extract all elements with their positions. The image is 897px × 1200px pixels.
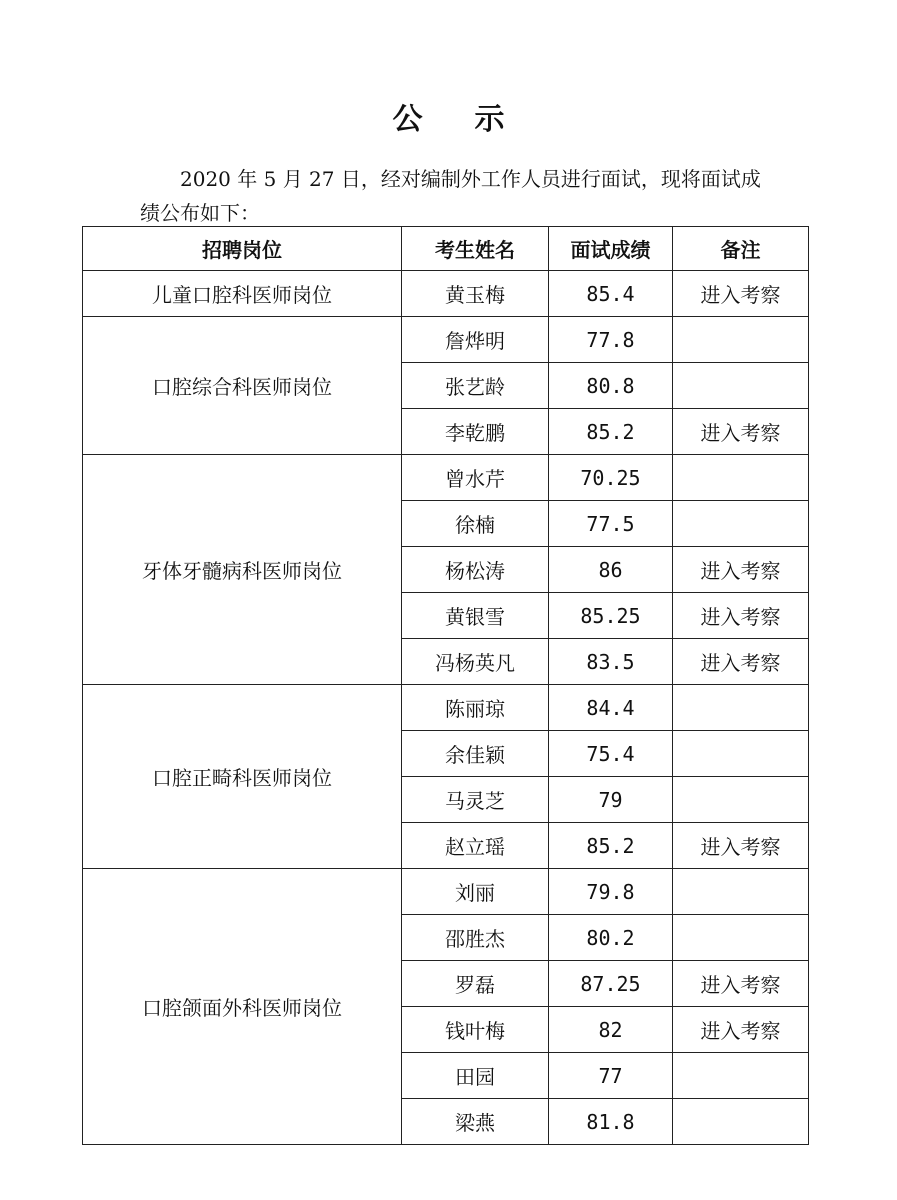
remark-cell <box>673 777 809 823</box>
interview-score-cell: 85.2 <box>549 409 673 455</box>
table-row <box>83 869 809 915</box>
remark-cell <box>673 915 809 961</box>
candidate-name-cell: 余佳颖 <box>402 731 549 777</box>
remark-cell <box>673 1053 809 1099</box>
interview-score-cell: 83.5 <box>549 639 673 685</box>
candidate-name-cell: 钱叶梅 <box>402 1007 549 1053</box>
interview-score-cell: 80.8 <box>549 363 673 409</box>
position-cell: 儿童口腔科医师岗位 <box>83 271 402 317</box>
table-header-row <box>83 227 809 271</box>
candidate-name-cell: 黄玉梅 <box>402 271 549 317</box>
remark-cell: 进入考察 <box>673 961 809 1007</box>
table-row <box>83 685 809 731</box>
remark-cell <box>673 1099 809 1145</box>
candidate-name-cell: 曾水芹 <box>402 455 549 501</box>
interview-score-cell: 70.25 <box>549 455 673 501</box>
position-cell: 牙体牙髓病科医师岗位 <box>83 455 402 685</box>
position-cell: 口腔正畸科医师岗位 <box>83 685 402 869</box>
remark-cell <box>673 317 809 363</box>
interview-score-cell: 80.2 <box>549 915 673 961</box>
candidate-name-cell: 徐楠 <box>402 501 549 547</box>
intro-paragraph <box>140 162 780 230</box>
interview-score-cell: 85.25 <box>549 593 673 639</box>
candidate-name-cell: 梁燕 <box>402 1099 549 1145</box>
position-cell: 口腔综合科医师岗位 <box>83 317 402 455</box>
interview-score-cell: 85.4 <box>549 271 673 317</box>
remark-cell <box>673 455 809 501</box>
remark-cell <box>673 501 809 547</box>
header-position: 招聘岗位 <box>83 227 402 271</box>
interview-score-cell: 77.5 <box>549 501 673 547</box>
interview-score-cell: 87.25 <box>549 961 673 1007</box>
candidate-name-cell: 罗磊 <box>402 961 549 1007</box>
candidate-name-cell: 张艺龄 <box>402 363 549 409</box>
interview-score-cell: 77.8 <box>549 317 673 363</box>
candidate-name-cell: 陈丽琼 <box>402 685 549 731</box>
interview-score-cell: 86 <box>549 547 673 593</box>
intro-text: 2020 年 5 月 27 日，经对编制外工作人员进行面试，现将面试成绩公布如下： <box>140 167 761 225</box>
candidate-name-cell: 冯杨英凡 <box>402 639 549 685</box>
candidate-name-cell: 詹烨明 <box>402 317 549 363</box>
interview-score-cell: 75.4 <box>549 731 673 777</box>
remark-cell <box>673 869 809 915</box>
interview-score-cell: 81.8 <box>549 1099 673 1145</box>
table-row <box>83 317 809 363</box>
interview-score-cell: 79.8 <box>549 869 673 915</box>
candidate-name-cell: 马灵芝 <box>402 777 549 823</box>
header-name: 考生姓名 <box>402 227 549 271</box>
remark-cell: 进入考察 <box>673 409 809 455</box>
remark-cell <box>673 685 809 731</box>
table-body <box>83 271 809 1145</box>
document-title: 公示 <box>392 102 557 137</box>
interview-score-table <box>82 226 809 1145</box>
interview-score-cell: 85.2 <box>549 823 673 869</box>
header-note: 备注 <box>673 227 809 271</box>
interview-score-cell: 82 <box>549 1007 673 1053</box>
remark-cell: 进入考察 <box>673 271 809 317</box>
remark-cell <box>673 731 809 777</box>
remark-cell: 进入考察 <box>673 639 809 685</box>
interview-score-cell: 79 <box>549 777 673 823</box>
remark-cell: 进入考察 <box>673 593 809 639</box>
interview-score-cell: 84.4 <box>549 685 673 731</box>
table-row <box>83 455 809 501</box>
candidate-name-cell: 邵胜杰 <box>402 915 549 961</box>
remark-cell: 进入考察 <box>673 547 809 593</box>
candidate-name-cell: 刘丽 <box>402 869 549 915</box>
remark-cell <box>673 363 809 409</box>
position-cell: 口腔颌面外科医师岗位 <box>83 869 402 1145</box>
candidate-name-cell: 赵立瑶 <box>402 823 549 869</box>
candidate-name-cell: 黄银雪 <box>402 593 549 639</box>
remark-cell: 进入考察 <box>673 823 809 869</box>
remark-cell: 进入考察 <box>673 1007 809 1053</box>
candidate-name-cell: 李乾鹏 <box>402 409 549 455</box>
candidate-name-cell: 杨松涛 <box>402 547 549 593</box>
candidate-name-cell: 田园 <box>402 1053 549 1099</box>
header-score: 面试成绩 <box>549 227 673 271</box>
table-row <box>83 271 809 317</box>
interview-score-cell: 77 <box>549 1053 673 1099</box>
